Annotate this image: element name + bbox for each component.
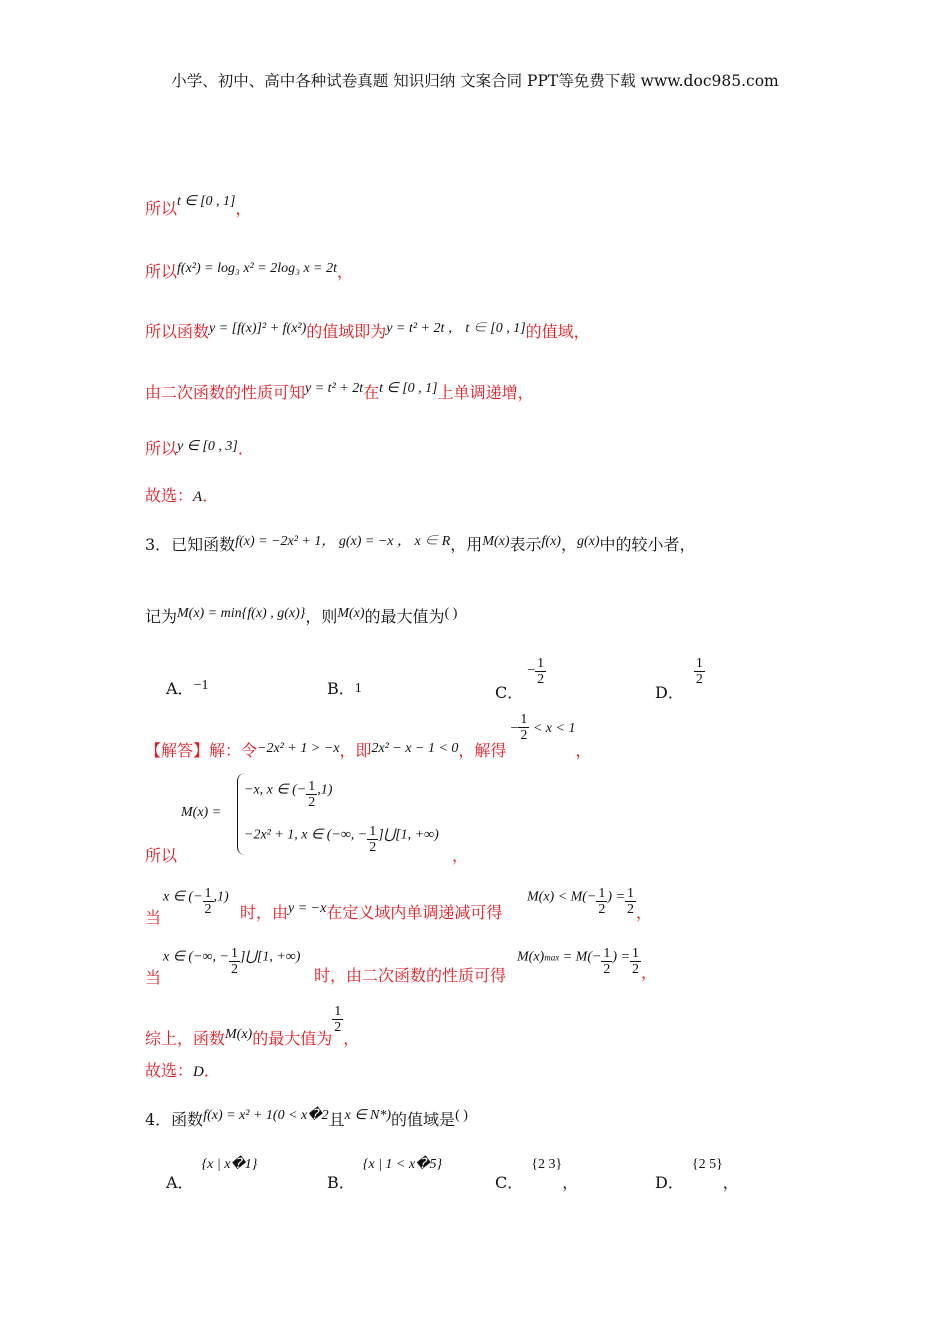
question-4-stem: 4．函数f(x) = x² + 1(0 < x�2且x ∈ N*)的值域是( ) xyxy=(145,1108,468,1129)
solution-line-5: 所以y ∈ [0 , 3]． xyxy=(145,439,254,458)
q4-option-c[interactable]: C．{2 3}， xyxy=(495,1157,579,1192)
q4-option-a[interactable]: A．{x | x�1} xyxy=(166,1157,258,1192)
q3-when2-result: M(x)max = M(− $\frac{1}{2}$ ) = $\frac{1}{2}$ ， xyxy=(517,946,658,983)
piecewise-case-1: −x, x ∈ (− $\frac{1}{2}$ ,1) xyxy=(244,779,333,811)
solution-line-2: 所以f(x²) = log₃ x² = 2log₃ x = 2t， xyxy=(145,261,354,281)
q3-so-label: 所以 xyxy=(145,846,178,865)
q3-when2-label: 当 xyxy=(145,968,162,987)
q3-when2-interval: x ∈ (−∞, − $\frac{1}{2}$ ]⋃[1, +∞) xyxy=(163,946,301,978)
q4-option-d[interactable]: D．{2 5}， xyxy=(655,1157,739,1192)
piecewise-case-2: −2x² + 1, x ∈ (−∞, − $\frac{1}{2}$ ]⋃[1, +∞) xyxy=(244,824,439,856)
question-3-stem-line2: 记为M(x) = min{f(x) , g(x)}，则M(x)的最大值为( ) xyxy=(145,606,458,626)
q3-option-a[interactable]: A．−1 xyxy=(166,678,209,698)
q3-solution-line-1: 【解答】解：令−2x² + 1 > −x，即2x² − x − 1 < 0，解得− $\frac{1}{2}$ < x < 1， xyxy=(145,712,592,761)
piecewise-lhs: M(x) = xyxy=(181,805,222,820)
q3-answer: 故选：D． xyxy=(145,1061,220,1080)
q3-when1-text: 时，由y = −x在定义域内单调递减可得 xyxy=(240,901,503,922)
solution-line-4: 由二次函数的性质可知y = t² + 2t在t ∈ [0 , 1]上单调递增， xyxy=(145,381,534,402)
solution-line-1: 所以t ∈ [0 , 1]， xyxy=(145,194,252,218)
q3-summary: 综上，函数M(x)的最大值为 $\frac{1}{2}$ ， xyxy=(145,1004,360,1049)
q3-piece-comma: ， xyxy=(452,846,469,865)
q3-when2-text: 时，由二次函数的性质可得 xyxy=(314,966,507,985)
solution-line-3: 所以函数y = [f(x)]² + f(x²)的值域即为y = t² + 2t ， t ∈ [0 , 1]的值域， xyxy=(145,321,590,341)
q3-when1-interval: x ∈ (− $\frac{1}{2}$ ,1) xyxy=(163,886,229,918)
q3-option-d[interactable]: D． $\frac{1}{2}$ xyxy=(655,656,703,703)
q3-option-b[interactable]: B．1 xyxy=(327,679,362,698)
page-header: 小学、初中、高中各种试卷真题 知识归纳 文案合同 PPT等免费下载 www.doc985.com xyxy=(171,72,779,90)
q3-option-c[interactable]: C．− $\frac{1}{2}$ xyxy=(495,656,545,703)
q3-when1-label: 当 xyxy=(145,908,162,927)
q3-when1-result: M(x) < M(− $\frac{1}{2}$ ) = $\frac{1}{2}$ ， xyxy=(527,886,653,923)
prev-answer: 故选：A． xyxy=(145,486,219,505)
q4-option-b[interactable]: B．{x | 1 < x�5} xyxy=(327,1157,443,1192)
question-3-stem: 3．已知函数f(x) = −2x² + 1， g(x) = −x ， x ∈ R，用M(x)表示f(x)，g(x)中的较小者， xyxy=(145,534,696,554)
